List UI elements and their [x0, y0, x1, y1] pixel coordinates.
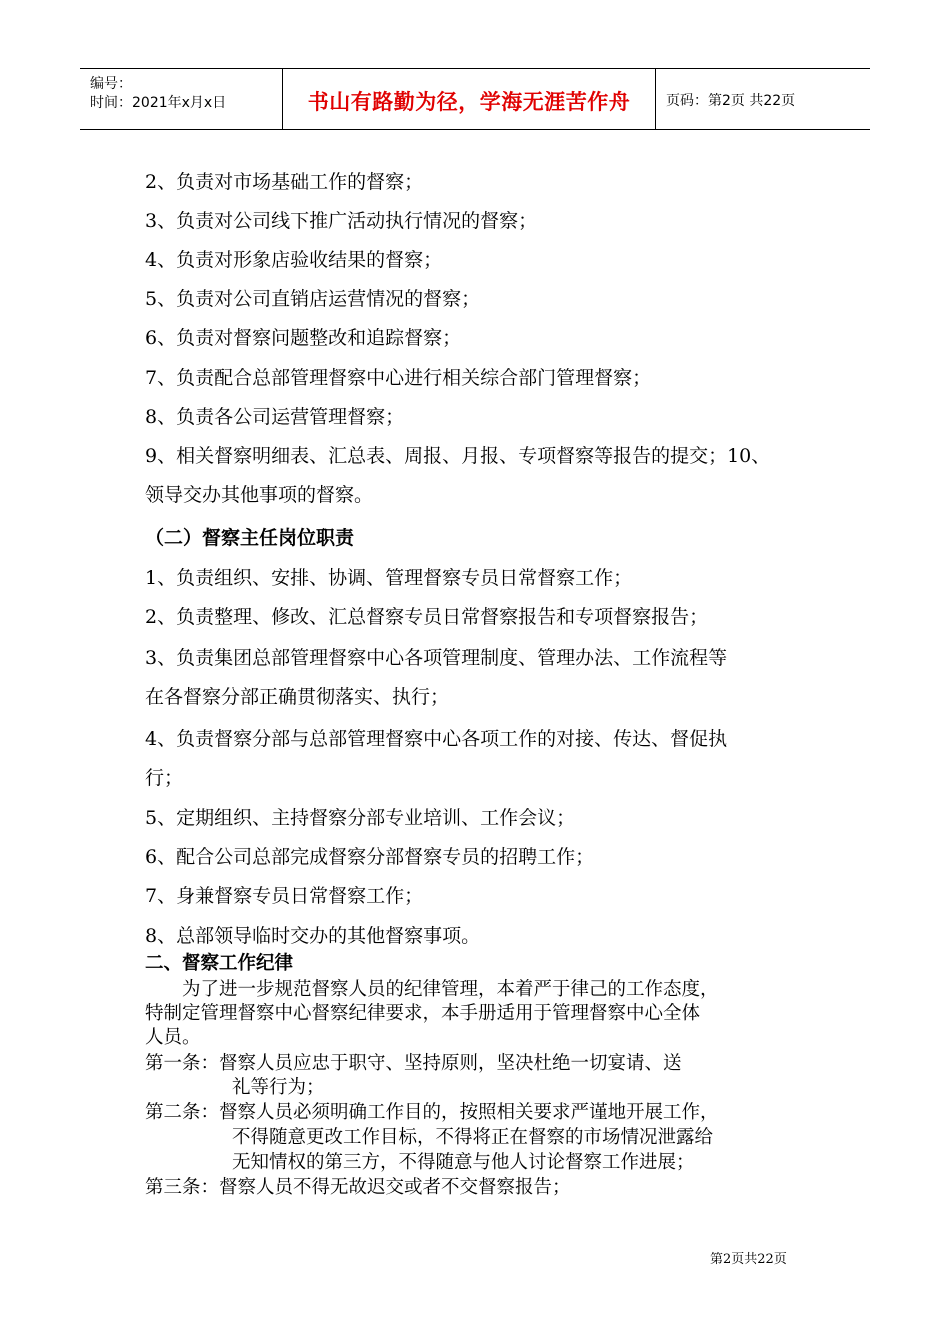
- section-heading: （二）督察主任岗位职责: [145, 527, 355, 549]
- body-line: 7、身兼督察专员日常督察工作；: [145, 885, 424, 907]
- body-line: 3、负责集团总部管理督察中心各项管理制度、管理办法、工作流程等: [145, 647, 728, 669]
- rule-item-continuation: 无知情权的第三方，不得随意与他人讨论督察工作进展；: [232, 1152, 695, 1173]
- body-line: 3、负责对公司线下推广活动执行情况的督察；: [145, 210, 538, 232]
- body-line: 行；: [145, 767, 184, 789]
- body-line: 特制定管理督察中心督察纪律要求，本手册适用于管理督察中心全体: [145, 1003, 701, 1024]
- body-line: 为了进一步规范督察人员的纪律管理，本着严于律己的工作态度，: [182, 979, 719, 1000]
- date-label: 时间：2021年x月x日: [90, 95, 227, 111]
- page-header: [80, 68, 870, 130]
- body-line: 5、负责对公司直销店运营情况的督察；: [145, 288, 481, 310]
- body-line: 6、配合公司总部完成督察分部督察专员的招聘工作；: [145, 846, 595, 868]
- header-left-cell: [80, 69, 283, 129]
- header-right-cell: [656, 69, 870, 129]
- body-line: 7、负责配合总部管理督察中心进行相关综合部门管理督察；: [145, 367, 652, 389]
- body-line: 4、负责督察分部与总部管理督察中心各项工作的对接、传达、督促执: [145, 728, 728, 750]
- body-line: 4、负责对形象店验收结果的督察；: [145, 249, 443, 271]
- body-line: 2、负责对市场基础工作的督察；: [145, 171, 424, 193]
- body-line: 人员。: [145, 1027, 201, 1048]
- header-motto-cell: [283, 69, 656, 129]
- body-line: 2、负责整理、修改、汇总督察专员日常督察报告和专项督察报告；: [145, 606, 709, 628]
- motto: 书山有路勤为径，学海无涯苦作舟: [307, 90, 631, 114]
- chapter-heading: 二、督察工作纪律: [145, 953, 294, 974]
- body-line: 在各督察分部正确贯彻落实、执行；: [145, 686, 450, 708]
- rule-item-continuation: 礼等行为；: [232, 1077, 325, 1098]
- body-line: 1、负责组织、安排、协调、管理督察专员日常督察工作；: [145, 567, 633, 589]
- body-line: 9、相关督察明细表、汇总表、周报、月报、专项督察等报告的提交；10、: [145, 445, 771, 467]
- header-page-info: 页码：第2页 共22页: [666, 93, 796, 109]
- rule-item: 第三条：督察人员不得无故迟交或者不交督察报告；: [145, 1177, 571, 1198]
- body-line: 领导交办其他事项的督察。: [145, 484, 374, 506]
- rule-item: 第二条：督察人员必须明确工作目的，按照相关要求严谨地开展工作，: [145, 1102, 719, 1123]
- body-line: 5、定期组织、主持督察分部专业培训、工作会议；: [145, 807, 576, 829]
- number-label: 编号：: [90, 76, 132, 92]
- body-line: 8、总部领导临时交办的其他督察事项。: [145, 925, 481, 947]
- body-line: 6、负责对督察问题整改和追踪督察；: [145, 327, 462, 349]
- rule-item-continuation: 不得随意更改工作目标，不得将正在督察的市场情况泄露给: [232, 1127, 714, 1148]
- body-line: 8、负责各公司运营管理督察；: [145, 406, 405, 428]
- page-footer: 第2页共22页: [710, 1252, 787, 1267]
- rule-item: 第一条：督察人员应忠于职守、坚持原则，坚决杜绝一切宴请、送: [145, 1053, 682, 1074]
